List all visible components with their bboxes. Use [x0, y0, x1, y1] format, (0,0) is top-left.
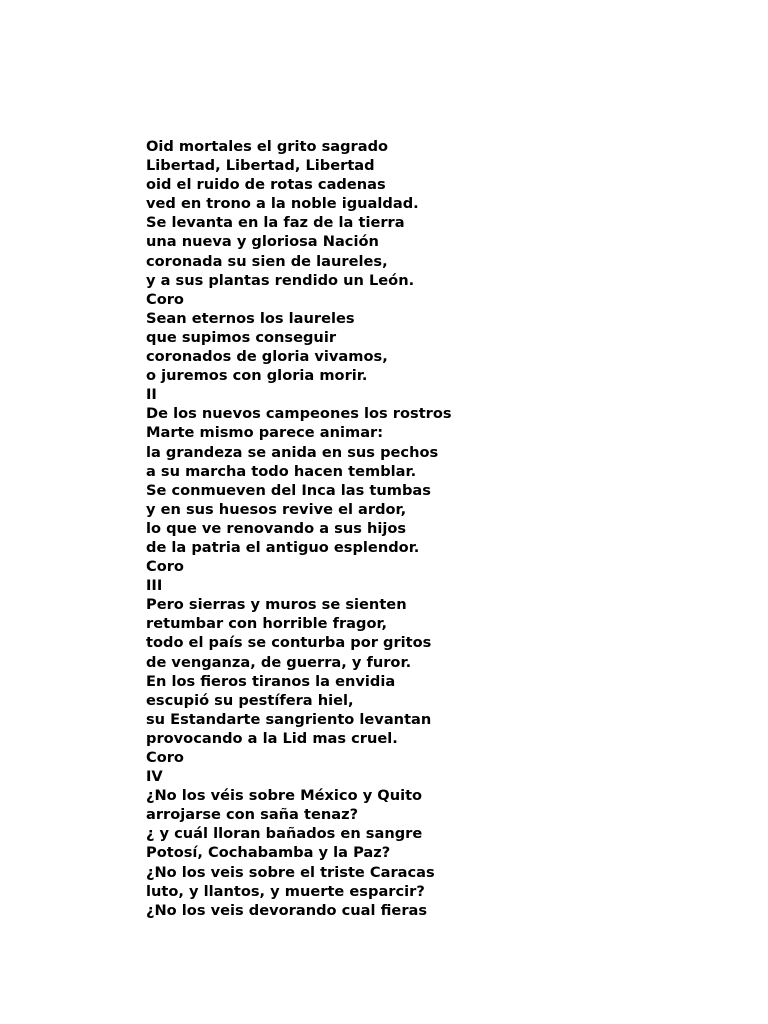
poem-line: Se conmueven del Inca las tumbas — [146, 481, 431, 499]
poem-line: de venganza, de guerra, y furor. — [146, 653, 412, 671]
poem-line: coronados de gloria vivamos, — [146, 348, 388, 366]
poem-line: ¿No los véis sobre México y Quito — [146, 787, 423, 805]
poem-line: Se levanta en la faz de la tierra — [146, 214, 405, 232]
poem-line: Potosí, Cochabamba y la Paz? — [146, 844, 391, 862]
poem-line: retumbar con horrible fragor, — [146, 615, 388, 633]
poem-line: o juremos con gloria morir. — [146, 367, 368, 385]
poem-line: lo que ve renovando a sus hijos — [146, 519, 407, 537]
poem-line: todo el país se conturba por gritos — [146, 634, 432, 652]
poem-line: a su marcha todo hacen temblar. — [146, 462, 417, 480]
poem-line: coronada su sien de laureles, — [146, 252, 388, 270]
poem-line: y en sus huesos revive el ardor, — [146, 500, 407, 518]
poem-line: IV — [146, 768, 163, 786]
poem-line: y a sus plantas rendido un León. — [146, 271, 415, 289]
poem-line: Marte mismo parece animar: — [146, 424, 384, 442]
poem-line: provocando a la Lid mas cruel. — [146, 729, 398, 747]
poem-line: ¿No los veis devorando cual fieras — [146, 901, 428, 919]
poem-line: escupió su pestífera hiel, — [146, 691, 354, 709]
poem-line: En los fieros tiranos la envidia — [146, 672, 396, 690]
poem-line: oid el ruido de rotas cadenas — [146, 176, 386, 194]
poem-line: arrojarse con saña tenaz? — [146, 806, 359, 824]
poem-line: ved en trono a la noble igualdad. — [146, 195, 419, 213]
poem-line: la grandeza se anida en sus pechos — [146, 443, 439, 461]
poem-line: que supimos conseguir — [146, 328, 337, 346]
poem-line: Coro — [146, 290, 184, 308]
poem-line: Oid mortales el grito sagrado — [146, 138, 389, 155]
poem-line: de la patria el antiguo esplendor. — [146, 538, 420, 556]
poem-line: luto, y llantos, y muerte esparcir? — [146, 882, 425, 900]
poem-line: Coro — [146, 558, 184, 576]
poem-line: Sean eternos los laureles — [146, 309, 355, 327]
poem-line: una nueva y gloriosa Nación — [146, 233, 379, 251]
poem-line: Pero sierras y muros se sienten — [146, 596, 407, 614]
poem-line: III — [146, 577, 163, 595]
poem-line: II — [146, 386, 157, 404]
poem-line: ¿ y cuál lloran bañados en sangre — [146, 825, 423, 843]
poem-line: De los nuevos campeones los rostros — [146, 405, 452, 423]
poem-line: Coro — [146, 749, 184, 766]
poem-text-block — [146, 137, 746, 920]
poem-line: ¿No los veis sobre el triste Caracas — [146, 863, 435, 881]
poem-line: Libertad, Libertad, Libertad — [146, 157, 375, 175]
poem-line: su Estandarte sangriento levantan — [146, 710, 432, 728]
